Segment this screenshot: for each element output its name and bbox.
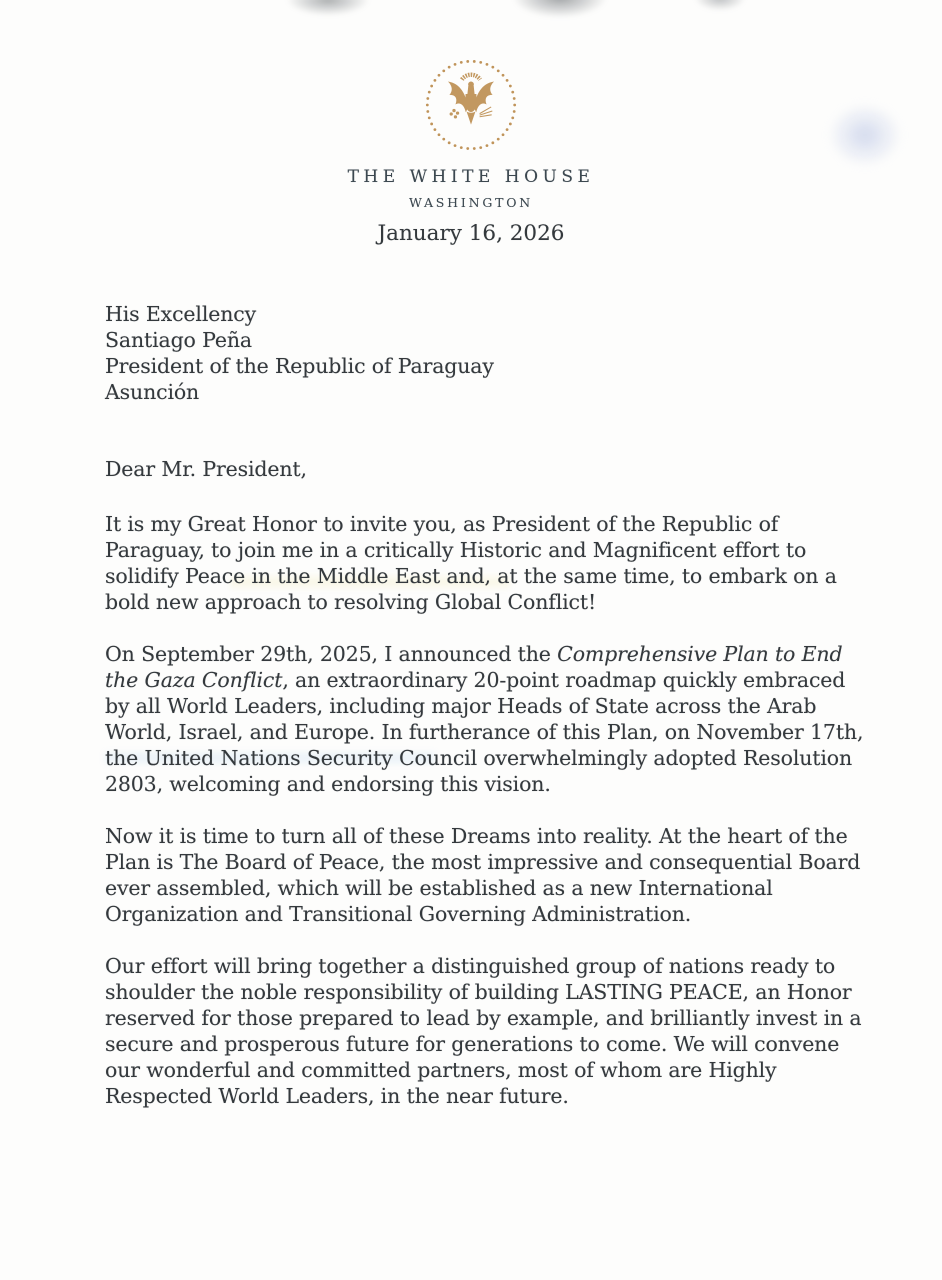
recipient-line: Santiago Peña — [105, 328, 252, 352]
body-text: Paraguay, to join me in a critically Historic and Magnificent effort to — [105, 538, 807, 562]
letterhead-city: WASHINGTON — [408, 195, 534, 210]
salutation: Dear Mr. President, — [105, 457, 307, 481]
body-text: Now it is time to turn all of these Dreams into reality. At the heart of the — [105, 824, 848, 848]
recipient-line: Asunción — [105, 380, 200, 404]
scan-artifact — [512, 0, 608, 18]
letterhead-org-name: THE WHITE HOUSE — [347, 167, 595, 187]
scan-artifact — [694, 0, 746, 11]
letter-paragraph — [105, 953, 885, 1109]
body-text: Plan is The Board of Peace, the most impressive and consequential Board — [105, 850, 861, 874]
scan-artifact — [286, 0, 370, 16]
letter-paragraphs — [105, 511, 885, 1109]
recipient-block — [105, 301, 885, 405]
body-text: It is my Great Honor to invite you, as President of the Republic of — [105, 512, 779, 536]
body-text: by all World Leaders, including major Heads of State across the Arab — [105, 694, 817, 718]
scan-artifact — [822, 98, 908, 172]
letter-paragraph — [105, 641, 885, 797]
body-text: On September 29th, 2025, I announced the — [105, 642, 558, 666]
body-text: secure and prosperous future for generations to come. We will convene — [105, 1032, 840, 1056]
body-text: our wonderful and committed partners, most of whom are Highly — [105, 1058, 777, 1082]
body-text: 2803, welcoming and endorsing this vision. — [105, 772, 551, 796]
letter-paragraph — [105, 823, 885, 927]
italic-plan-title: Comprehensive Plan to End — [557, 642, 843, 666]
body-text: shoulder the noble responsibility of building LASTING PEACE, an Honor — [105, 980, 852, 1004]
body-text: , an extraordinary 20-point roadmap quickly embraced — [282, 668, 846, 692]
body-text: World, Israel, and Europe. In furtherance of this Plan, on November 17th, — [105, 720, 864, 744]
body-text: bold new approach to resolving Global Conflict! — [105, 590, 597, 614]
body-text: ever assembled, which will be established as a new International — [105, 876, 773, 900]
body-text: the United Nations Security Council overwhelmingly adopted Resolution — [105, 746, 853, 770]
recipient-line: President of the Republic of Paraguay — [105, 354, 494, 378]
body-text: solidify Peace in the Middle East and, at the same time, to embark on a — [105, 564, 837, 588]
recipient-line: His Excellency — [105, 302, 257, 326]
body-text: Our effort will bring together a distinguished group of nations ready to — [105, 954, 836, 978]
body-text: Respected World Leaders, in the near future. — [105, 1084, 569, 1108]
letter-date: January 16, 2026 — [377, 221, 565, 246]
body-text: Organization and Transitional Governing Administration. — [105, 902, 692, 926]
body-text: reserved for those prepared to lead by example, and brilliantly invest in a — [105, 1006, 862, 1030]
letter-paragraph — [105, 511, 885, 615]
presidential-seal-icon — [423, 57, 519, 153]
italic-plan-title: the Gaza Conflict — [105, 668, 283, 692]
letter-body — [105, 301, 885, 1135]
